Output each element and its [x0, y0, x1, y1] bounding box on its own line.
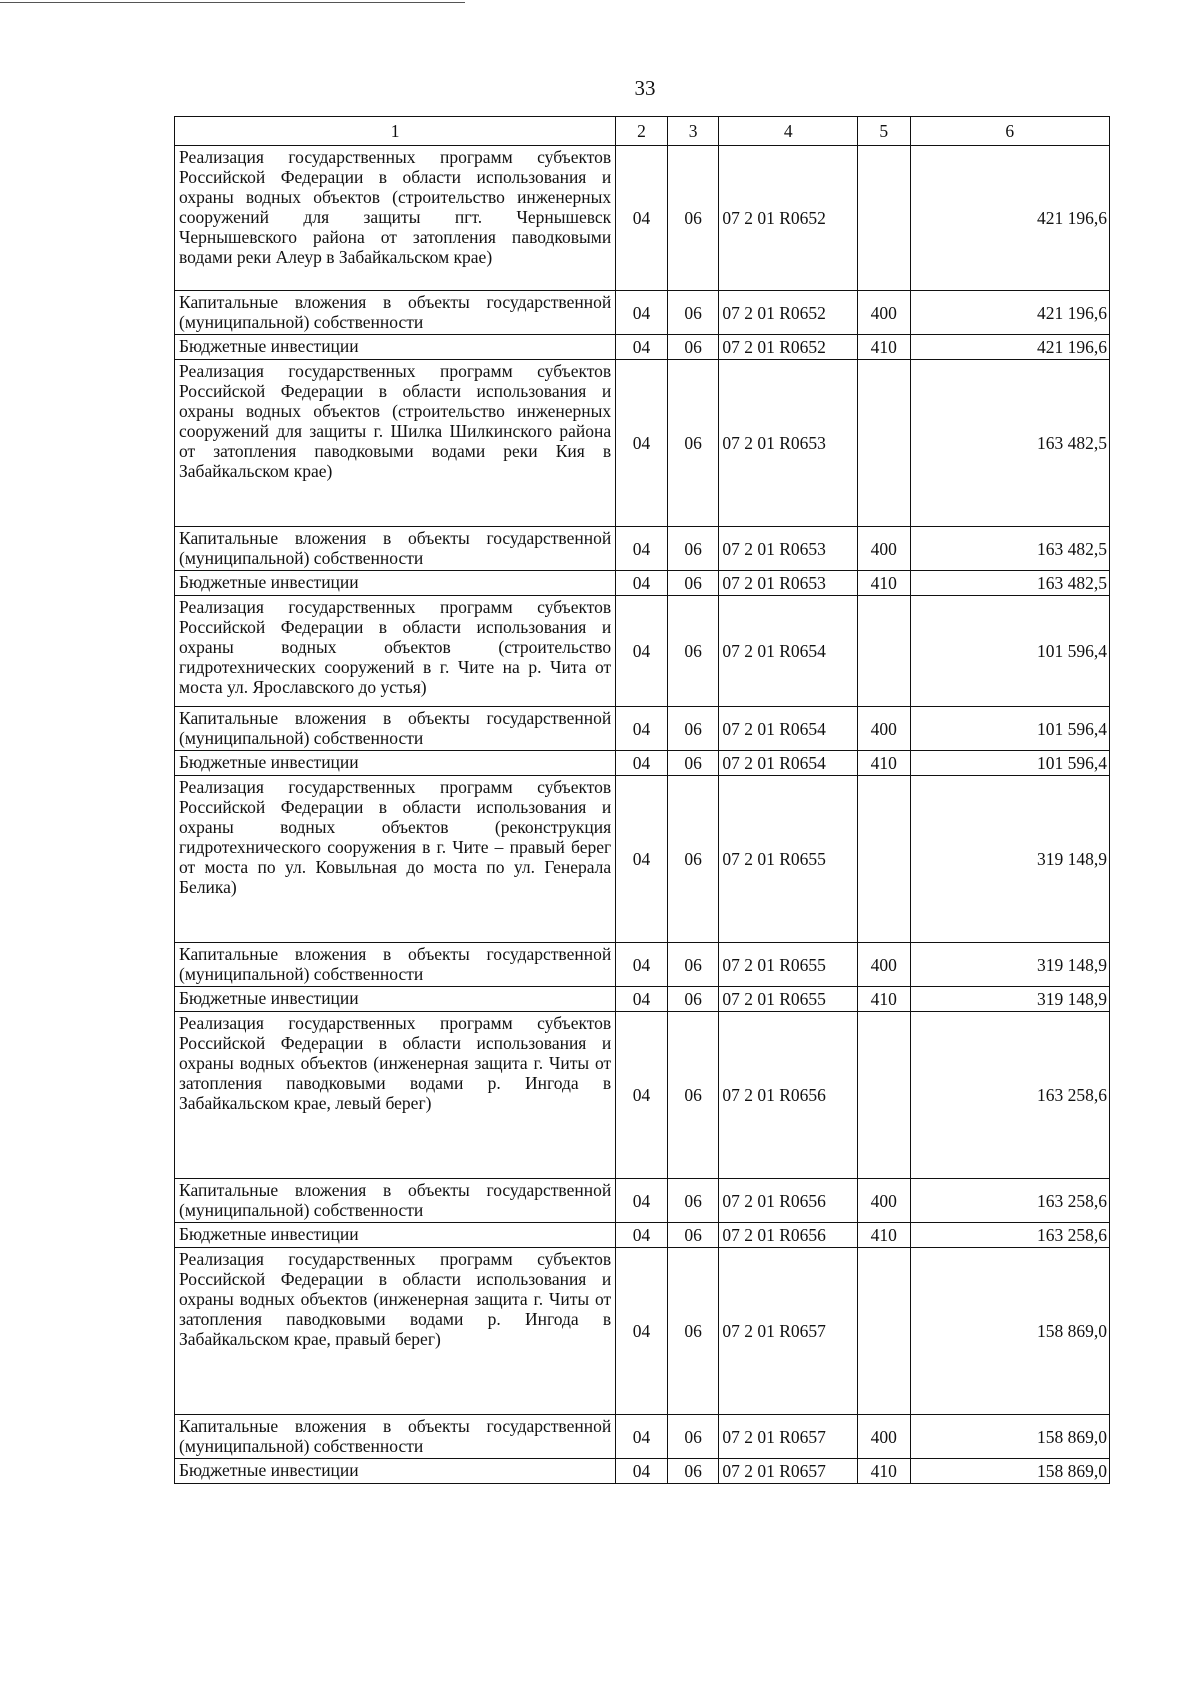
table-row: [175, 527, 1110, 571]
row-expense-type: 400: [858, 527, 911, 571]
row-amount: 421 196,6: [910, 146, 1109, 291]
row-expense-type: [858, 596, 911, 707]
row-section: 04: [616, 291, 668, 335]
row-name: Реализация государственных программ субъектов Российской Федерации в области использования и охраны водных объектов (строительство гидротехнических сооружений в г. Чите на р. Чита от моста ул. Ярославского до устья): [175, 596, 616, 707]
row-subsection: 06: [667, 1415, 719, 1459]
row-target-code: 07 2 01 R0657: [719, 1248, 858, 1415]
row-amount: 163 482,5: [910, 527, 1109, 571]
table-row: [175, 1223, 1110, 1248]
row-section: 04: [616, 596, 668, 707]
table-row: [175, 291, 1110, 335]
row-target-code: 07 2 01 R0652: [719, 291, 858, 335]
row-subsection: 06: [667, 335, 719, 360]
row-amount: 158 869,0: [910, 1415, 1109, 1459]
table-row: [175, 360, 1110, 527]
row-subsection: 06: [667, 291, 719, 335]
row-section: 04: [616, 943, 668, 987]
table-row: [175, 751, 1110, 776]
row-subsection: 06: [667, 1459, 719, 1484]
row-subsection: 06: [667, 146, 719, 291]
table-row: [175, 1459, 1110, 1484]
row-subsection: 06: [667, 707, 719, 751]
row-section: 04: [616, 360, 668, 527]
row-subsection: 06: [667, 1248, 719, 1415]
column-header-4: 4: [719, 117, 858, 146]
row-expense-type: 400: [858, 291, 911, 335]
row-target-code: 07 2 01 R0656: [719, 1179, 858, 1223]
row-subsection: 06: [667, 596, 719, 707]
row-amount: 101 596,4: [910, 751, 1109, 776]
row-subsection: 06: [667, 360, 719, 527]
top-edge-rule: [0, 2, 465, 3]
table-row: [175, 943, 1110, 987]
row-section: 04: [616, 1248, 668, 1415]
row-subsection: 06: [667, 987, 719, 1012]
row-target-code: 07 2 01 R0655: [719, 987, 858, 1012]
row-expense-type: 410: [858, 1223, 911, 1248]
row-target-code: 07 2 01 R0654: [719, 707, 858, 751]
row-amount: 163 258,6: [910, 1179, 1109, 1223]
row-section: 04: [616, 1179, 668, 1223]
row-name: Бюджетные инвестиции: [175, 1459, 616, 1484]
row-section: 04: [616, 751, 668, 776]
row-target-code: 07 2 01 R0652: [719, 146, 858, 291]
row-subsection: 06: [667, 1179, 719, 1223]
row-section: 04: [616, 1459, 668, 1484]
row-amount: 319 148,9: [910, 943, 1109, 987]
row-subsection: 06: [667, 943, 719, 987]
row-amount: 421 196,6: [910, 335, 1109, 360]
table-row: [175, 776, 1110, 943]
row-expense-type: [858, 360, 911, 527]
row-amount: 158 869,0: [910, 1248, 1109, 1415]
table-row: [175, 1415, 1110, 1459]
row-subsection: 06: [667, 571, 719, 596]
row-section: 04: [616, 146, 668, 291]
row-expense-type: 410: [858, 335, 911, 360]
row-expense-type: [858, 1012, 911, 1179]
row-target-code: 07 2 01 R0653: [719, 571, 858, 596]
row-subsection: 06: [667, 776, 719, 943]
table-row: [175, 987, 1110, 1012]
row-expense-type: [858, 146, 911, 291]
row-amount: 101 596,4: [910, 707, 1109, 751]
row-target-code: 07 2 01 R0655: [719, 776, 858, 943]
row-name: Реализация государственных программ субъектов Российской Федерации в области использования и охраны водных объектов (инженерная защита г. Читы от затопления паводковыми водами р. Ингода в Забайкальском крае, правый берег): [175, 1248, 616, 1415]
table-row: [175, 335, 1110, 360]
table-row: [175, 1179, 1110, 1223]
row-target-code: 07 2 01 R0657: [719, 1415, 858, 1459]
row-subsection: 06: [667, 527, 719, 571]
row-expense-type: 400: [858, 1179, 911, 1223]
row-amount: 421 196,6: [910, 291, 1109, 335]
row-section: 04: [616, 335, 668, 360]
column-header-3: 3: [667, 117, 719, 146]
table-row: [175, 1012, 1110, 1179]
row-expense-type: 410: [858, 571, 911, 596]
row-amount: 158 869,0: [910, 1459, 1109, 1484]
row-name: Бюджетные инвестиции: [175, 571, 616, 596]
row-expense-type: [858, 776, 911, 943]
row-expense-type: 400: [858, 1415, 911, 1459]
table-header-row: [175, 117, 1110, 146]
row-amount: 319 148,9: [910, 776, 1109, 943]
row-target-code: 07 2 01 R0652: [719, 335, 858, 360]
row-name: Капитальные вложения в объекты государственной (муниципальной) собственности: [175, 291, 616, 335]
row-section: 04: [616, 571, 668, 596]
row-subsection: 06: [667, 1223, 719, 1248]
row-section: 04: [616, 776, 668, 943]
column-header-6: 6: [910, 117, 1109, 146]
row-expense-type: 410: [858, 1459, 911, 1484]
row-amount: 163 482,5: [910, 360, 1109, 527]
row-name: Реализация государственных программ субъектов Российской Федерации в области использования и охраны водных объектов (реконструкция гидротехнического сооружения в г. Чите – правый берег от моста по ул. Ковыльная до моста по ул. Генерала Белика): [175, 776, 616, 943]
row-target-code: 07 2 01 R0654: [719, 596, 858, 707]
row-subsection: 06: [667, 1012, 719, 1179]
budget-table: [174, 116, 1110, 1484]
row-section: 04: [616, 527, 668, 571]
page-number: 33: [634, 76, 656, 100]
row-amount: 163 482,5: [910, 571, 1109, 596]
row-target-code: 07 2 01 R0657: [719, 1459, 858, 1484]
row-target-code: 07 2 01 R0656: [719, 1012, 858, 1179]
row-name: Реализация государственных программ субъектов Российской Федерации в области использования и охраны водных объектов (строительство инженерных сооружений для защиты г. Шилка Шилкинского района от затопления паводковыми водами реки Кия в Забайкальском крае): [175, 360, 616, 527]
row-name: Реализация государственных программ субъектов Российской Федерации в области использования и охраны водных объектов (инженерная защита г. Читы от затопления паводковыми водами р. Ингода в Забайкальском крае, левый берег): [175, 1012, 616, 1179]
row-name: Реализация государственных программ субъектов Российской Федерации в области использования и охраны водных объектов (строительство инженерных сооружений для защиты пгт. Чернышевск Чернышевского района от затопления паводковыми водами реки Алеур в Забайкальском крае): [175, 146, 616, 291]
row-subsection: 06: [667, 751, 719, 776]
row-amount: 101 596,4: [910, 596, 1109, 707]
row-name: Капитальные вложения в объекты государственной (муниципальной) собственности: [175, 1415, 616, 1459]
row-name: Бюджетные инвестиции: [175, 751, 616, 776]
row-expense-type: 400: [858, 707, 911, 751]
row-amount: 319 148,9: [910, 987, 1109, 1012]
row-expense-type: 410: [858, 987, 911, 1012]
table-row: [175, 707, 1110, 751]
column-header-5: 5: [858, 117, 911, 146]
row-expense-type: [858, 1248, 911, 1415]
row-name: Капитальные вложения в объекты государственной (муниципальной) собственности: [175, 527, 616, 571]
row-name: Капитальные вложения в объекты государственной (муниципальной) собственности: [175, 943, 616, 987]
row-section: 04: [616, 1012, 668, 1179]
row-section: 04: [616, 987, 668, 1012]
table-row: [175, 571, 1110, 596]
row-name: Бюджетные инвестиции: [175, 1223, 616, 1248]
row-name: Бюджетные инвестиции: [175, 987, 616, 1012]
row-amount: 163 258,6: [910, 1012, 1109, 1179]
row-expense-type: 400: [858, 943, 911, 987]
row-section: 04: [616, 1415, 668, 1459]
table-row: [175, 146, 1110, 291]
table-row: [175, 1248, 1110, 1415]
column-header-2: 2: [616, 117, 668, 146]
column-header-1: 1: [175, 117, 616, 146]
row-name: Капитальные вложения в объекты государственной (муниципальной) собственности: [175, 707, 616, 751]
row-target-code: 07 2 01 R0655: [719, 943, 858, 987]
row-name: Бюджетные инвестиции: [175, 335, 616, 360]
row-name: Капитальные вложения в объекты государственной (муниципальной) собственности: [175, 1179, 616, 1223]
row-target-code: 07 2 01 R0653: [719, 360, 858, 527]
table-row: [175, 596, 1110, 707]
row-expense-type: 410: [858, 751, 911, 776]
row-target-code: 07 2 01 R0656: [719, 1223, 858, 1248]
row-section: 04: [616, 1223, 668, 1248]
row-section: 04: [616, 707, 668, 751]
row-amount: 163 258,6: [910, 1223, 1109, 1248]
row-target-code: 07 2 01 R0654: [719, 751, 858, 776]
row-target-code: 07 2 01 R0653: [719, 527, 858, 571]
